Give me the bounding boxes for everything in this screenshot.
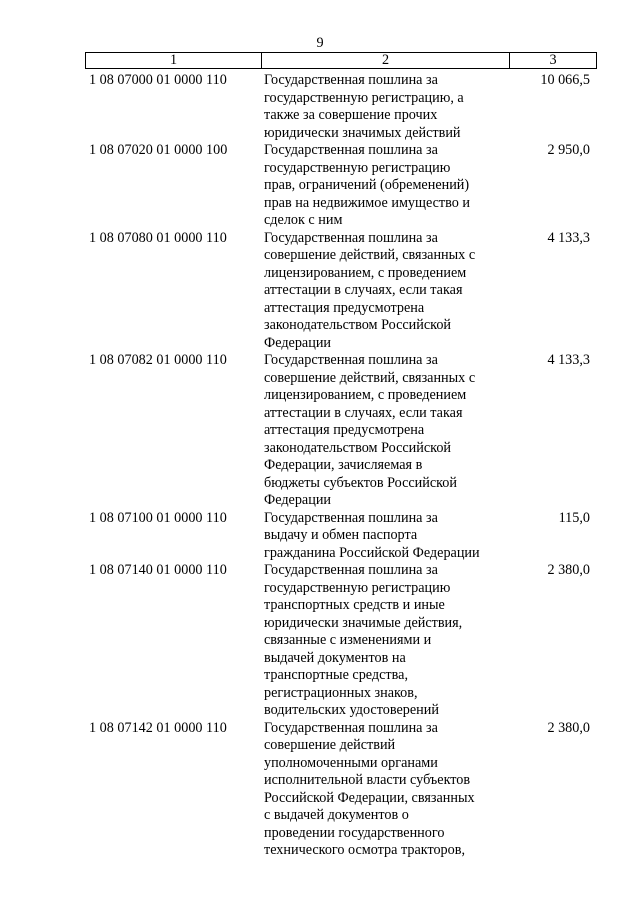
- table-row: [0, 562, 640, 720]
- table-row: [0, 510, 640, 563]
- description-line: аттестация предусмотрена: [264, 422, 425, 438]
- income-description: [264, 510, 509, 563]
- table-row: [0, 230, 640, 353]
- income-description: [264, 720, 509, 860]
- amount-value: 2 380,0: [547, 719, 590, 736]
- budget-code: 1 08 07080 01 0000 110: [89, 229, 227, 246]
- table-row: [0, 142, 640, 230]
- description-line: регистрационных знаков,: [264, 684, 418, 701]
- description-line: государственную регистрацию: [264, 159, 451, 176]
- description-line: юридически значимых действий: [264, 124, 461, 141]
- income-description: [264, 562, 509, 720]
- income-description: [264, 230, 509, 353]
- description-line: бюджеты субъектов Российской: [264, 474, 457, 491]
- description-line: Государственная пошлина за: [264, 562, 438, 578]
- description-line: связанные с изменениями и: [264, 632, 432, 648]
- amount-value: 10 066,5: [540, 72, 590, 88]
- amount-value: 4 133,3: [547, 229, 590, 246]
- description-line: уполномоченными органами: [264, 754, 438, 771]
- budget-code: 1 08 07140 01 0000 110: [89, 562, 227, 578]
- description-line: также за совершение прочих: [264, 107, 438, 123]
- description-line: транспортных средств и иные: [264, 597, 445, 613]
- income-description: [264, 72, 509, 142]
- description-line: законодательством Российской: [264, 317, 452, 333]
- description-line: юридически значимые действия,: [264, 614, 463, 631]
- description-line: совершение действий, связанных с: [264, 369, 476, 386]
- table-row: [0, 352, 640, 510]
- header-col-1: 1: [86, 53, 262, 68]
- description-line: прав на недвижимое имущество и: [264, 194, 470, 211]
- description-line: Федерации: [264, 492, 332, 508]
- table-row: [0, 72, 640, 142]
- description-line: государственную регистрацию: [264, 579, 451, 596]
- budget-code: 1 08 07020 01 0000 100: [89, 142, 228, 158]
- table-row: [0, 720, 640, 860]
- description-line: исполнительной власти субъектов: [264, 772, 471, 788]
- header-col-3: 3: [549, 52, 557, 68]
- income-description: [264, 352, 509, 510]
- description-line: с выдачей документов о: [264, 807, 409, 823]
- description-line: Федерации, зачисляемая в: [264, 457, 423, 473]
- budget-code: 1 08 07100 01 0000 110: [89, 509, 227, 526]
- amount-value: 2 950,0: [547, 142, 590, 158]
- description-line: прав, ограничений (обременений): [264, 177, 470, 193]
- budget-code: 1 08 07082 01 0000 110: [89, 352, 227, 368]
- table-body: [0, 72, 640, 860]
- description-line: законодательством Российской: [264, 439, 452, 456]
- description-line: выдачу и обмен паспорта: [264, 527, 418, 543]
- description-line: государственную регистрацию, а: [264, 89, 464, 106]
- description-line: водительских удостоверений: [264, 702, 439, 718]
- description-line: Федерации: [264, 334, 332, 351]
- description-line: Государственная пошлина за: [264, 142, 438, 158]
- amount-value: 115,0: [558, 509, 590, 526]
- description-line: Государственная пошлина за: [264, 72, 438, 88]
- description-line: Российской Федерации, связанных: [264, 789, 475, 806]
- income-description: [264, 142, 509, 230]
- description-line: лицензированием, с проведением: [264, 264, 467, 281]
- description-line: аттестации в случаях, если такая: [264, 404, 463, 421]
- description-line: гражданина Российской Федерации: [264, 544, 480, 561]
- amount-value: 2 380,0: [547, 562, 590, 578]
- description-line: совершение действий: [264, 737, 396, 753]
- description-line: сделок с ним: [264, 212, 343, 228]
- budget-code: 1 08 07142 01 0000 110: [89, 719, 227, 736]
- header-col-2: 2: [262, 53, 510, 68]
- description-line: аттестации в случаях, если такая: [264, 282, 463, 298]
- table-header: [85, 52, 597, 69]
- description-line: Государственная пошлина за: [264, 719, 438, 736]
- budget-code: 1 08 07000 01 0000 110: [89, 72, 227, 88]
- description-line: Государственная пошлина за: [264, 229, 438, 246]
- description-line: транспортные средства,: [264, 667, 408, 683]
- description-line: Государственная пошлина за: [264, 509, 438, 526]
- description-line: выдачей документов на: [264, 649, 406, 666]
- amount-value: 4 133,3: [547, 352, 590, 368]
- description-line: лицензированием, с проведением: [264, 387, 467, 403]
- description-line: совершение действий, связанных с: [264, 247, 476, 263]
- page-number: 9: [316, 35, 324, 51]
- description-line: проведении государственного: [264, 824, 445, 841]
- description-line: технического осмотра тракторов,: [264, 842, 465, 858]
- description-line: аттестация предусмотрена: [264, 299, 425, 316]
- description-line: Государственная пошлина за: [264, 352, 438, 368]
